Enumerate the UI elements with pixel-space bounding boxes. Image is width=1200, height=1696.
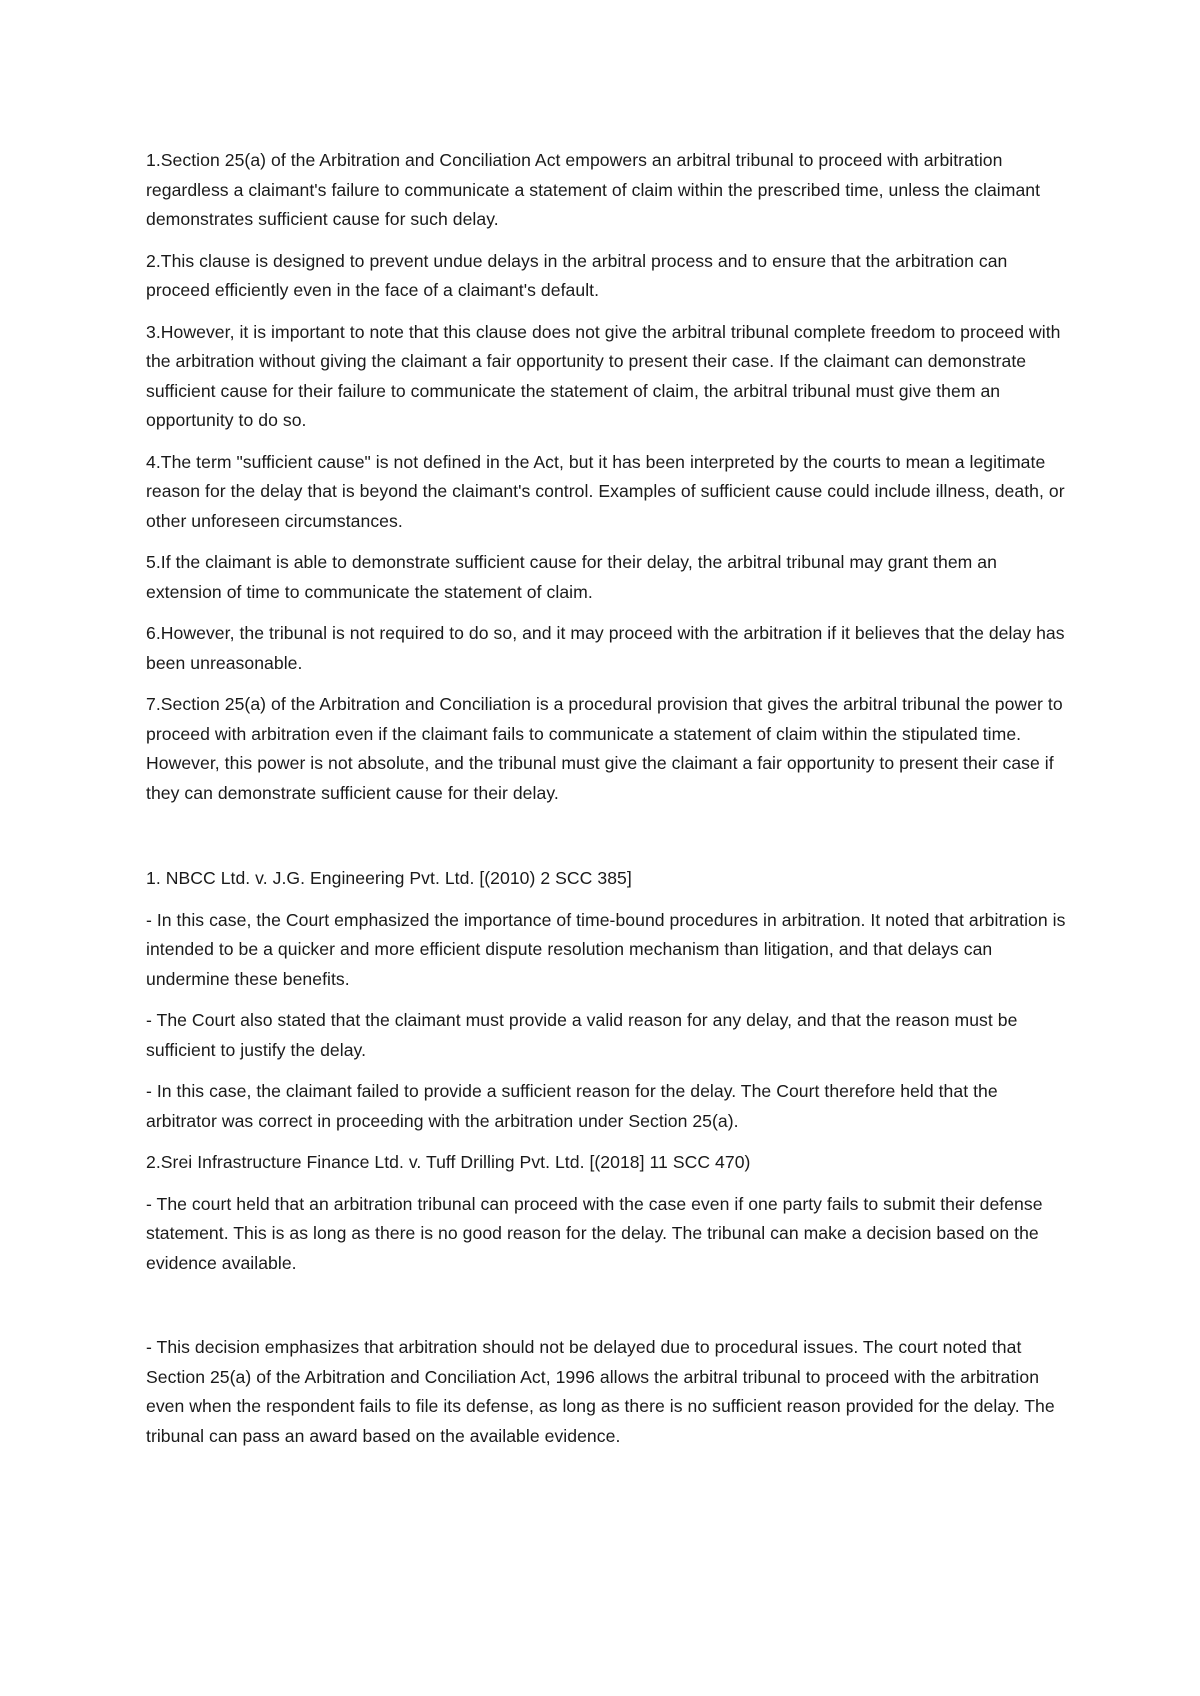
paragraph-4: 4.The term "sufficient cause" is not defined in the Act, but it has been interpreted by the courts to mean a legitimate reason for the delay that is beyond the claimant's control. Examples of sufficient cause could include illness, death, or other unforeseen circumstances. <box>146 451 1065 531</box>
blank-spacer <box>146 820 1071 864</box>
paragraph-3: 3.However, it is important to note that this clause does not give the arbitral tribunal complete freedom to proceed with the arbitration without giving the claimant a fair opportunity to present their case. If the claimant can demonstrate sufficient cause for their failure to communicate the statement of claim, the arbitral tribunal must give them an opportunity to do so. <box>146 321 1061 430</box>
case-two-point-2: - This decision emphasizes that arbitration should not be delayed due to procedural issues. The court noted that Section 25(a) of the Arbitration and Conciliation Act, 1996 allows the arbitral tribunal to proceed with the arbitration even when the respondent fails to file its defense, as long as there is no sufficient reason provided for the delay. The tribunal can pass an award based on the available evidence. <box>146 1337 1055 1446</box>
paragraph-1: 1.Section 25(a) of the Arbitration and Conciliation Act empowers an arbitral tribunal to proceed with arbitration regardless a claimant's failure to communicate a statement of claim within the prescribed time, unless the claimant demonstrates sufficient cause for such delay. <box>146 150 1041 229</box>
paragraph-2: 2.This clause is designed to prevent undue delays in the arbitral process and to ensure that the arbitration can proceed efficiently even in the face of a claimant's default. <box>146 250 1008 300</box>
blank-spacer <box>146 1290 1071 1333</box>
case-one-title: 1. NBCC Ltd. v. J.G. Engineering Pvt. Ltd. [(2010) 2 SCC 385] <box>146 868 632 888</box>
case-two-point-1: - The court held that an arbitration tribunal can proceed with the case even if one party fails to submit their defense statement. This is as long as there is no good reason for the delay. The tribunal can make a decision based on the evidence available. <box>146 1193 1043 1273</box>
case-one-point-2: - The Court also stated that the claimant must provide a valid reason for any delay, and that the reason must be sufficient to justify the delay. <box>146 1010 1018 1060</box>
document-body <box>146 146 1071 1463</box>
paragraph-5: 5.If the claimant is able to demonstrate sufficient cause for their delay, the arbitral tribunal may grant them an extension of time to communicate the statement of claim. <box>146 552 997 602</box>
case-two-title: 2.Srei Infrastructure Finance Ltd. v. Tuff Drilling Pvt. Ltd. [(2018] 11 SCC 470) <box>146 1152 751 1172</box>
paragraph-6: 6.However, the tribunal is not required to do so, and it may proceed with the arbitration if it believes that the delay has been unreasonable. <box>146 623 1065 673</box>
paragraph-7: 7.Section 25(a) of the Arbitration and Conciliation is a procedural provision that gives the arbitral tribunal the power to proceed with arbitration even if the claimant fails to communicate a statement of claim within the stipulated time. However, this power is not absolute, and the tribunal must give the claimant a fair opportunity to present their case if they can demonstrate sufficient cause for their delay. <box>146 694 1063 803</box>
case-one-point-1: - In this case, the Court emphasized the importance of time-bound procedures in arbitration. It noted that arbitration is intended to be a quicker and more efficient dispute resolution mechanism than litigation, and that delays can undermine these benefits. <box>146 909 1066 989</box>
case-one-point-3: - In this case, the claimant failed to provide a sufficient reason for the delay. The Court therefore held that the arbitrator was correct in proceeding with the arbitration under Section 25(a). <box>146 1081 998 1131</box>
